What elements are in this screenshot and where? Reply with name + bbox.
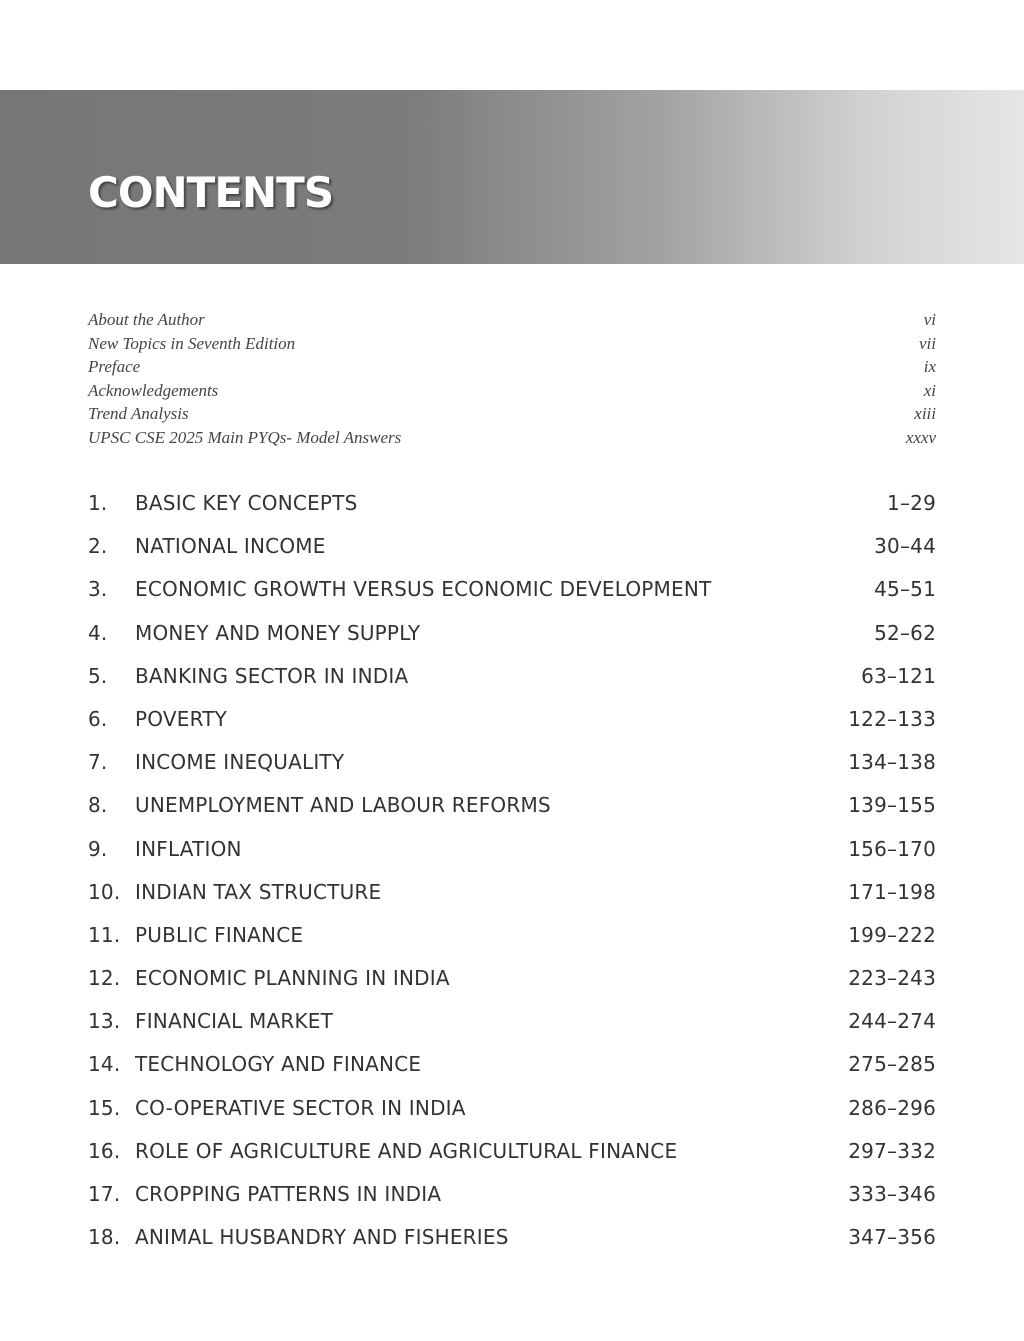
chapter-title: MONEY AND MONEY SUPPLY	[135, 620, 421, 645]
chapter-number: 3.	[88, 577, 108, 602]
chapter-title: ECONOMIC PLANNING IN INDIA	[135, 966, 450, 991]
chapter-pages: 134–138	[848, 750, 936, 775]
chapter-item[interactable]	[88, 1000, 936, 1043]
chapter-item[interactable]	[88, 1173, 936, 1216]
chapter-number: 15.	[88, 1095, 121, 1120]
chapter-number: 5.	[88, 663, 108, 688]
chapter-number: 12.	[88, 966, 121, 991]
front-matter-item[interactable]	[88, 332, 936, 356]
chapter-pages: 30–44	[874, 534, 936, 559]
chapter-title: UNEMPLOYMENT AND LABOUR REFORMS	[135, 793, 551, 818]
chapter-pages: 297–332	[848, 1138, 936, 1163]
front-matter-page: ix	[923, 357, 936, 377]
chapter-item[interactable]	[88, 741, 936, 784]
chapter-title: CO-OPERATIVE SECTOR IN INDIA	[135, 1095, 466, 1120]
front-matter-item[interactable]	[88, 402, 936, 426]
chapter-number: 11.	[88, 922, 121, 947]
chapter-item[interactable]	[88, 871, 936, 914]
front-matter-page: xi	[923, 380, 936, 400]
chapter-number: 4.	[88, 620, 108, 645]
chapter-title: INFLATION	[135, 836, 242, 861]
chapter-item[interactable]	[88, 957, 936, 1000]
chapter-title: TECHNOLOGY AND FINANCE	[135, 1052, 422, 1077]
chapter-number: 6.	[88, 706, 108, 731]
chapter-item[interactable]	[88, 698, 936, 741]
chapter-pages: 156–170	[848, 836, 936, 861]
chapter-pages: 286–296	[848, 1095, 936, 1120]
chapter-number: 9.	[88, 836, 108, 861]
chapter-number: 7.	[88, 750, 108, 775]
chapter-item[interactable]	[88, 784, 936, 827]
front-matter-list	[88, 308, 936, 450]
front-matter-title: About the Author	[88, 310, 205, 329]
chapter-title: ECONOMIC GROWTH VERSUS ECONOMIC DEVELOPMENT	[135, 577, 712, 602]
chapter-number: 1.	[88, 491, 108, 515]
chapter-number: 14.	[88, 1052, 121, 1077]
chapter-item[interactable]	[88, 1216, 936, 1259]
front-matter-item[interactable]	[88, 426, 936, 450]
chapter-item[interactable]	[88, 612, 936, 655]
front-matter-title: Preface	[88, 357, 141, 377]
chapter-number: 18.	[88, 1225, 121, 1250]
page-title: CONTENTS	[88, 168, 334, 217]
front-matter-title: Trend Analysis	[88, 404, 189, 424]
chapter-number: 16.	[88, 1138, 121, 1163]
chapter-list	[88, 482, 936, 1259]
front-matter-page: vi	[923, 310, 936, 329]
chapter-number: 10.	[88, 879, 121, 904]
chapter-item[interactable]	[88, 1130, 936, 1173]
chapter-title: ROLE OF AGRICULTURE AND AGRICULTURAL FINANCE	[135, 1138, 678, 1163]
chapter-pages: 275–285	[848, 1052, 936, 1077]
chapter-number: 13.	[88, 1009, 121, 1034]
chapter-pages: 199–222	[848, 922, 936, 947]
chapter-item[interactable]	[88, 914, 936, 957]
chapter-pages: 52–62	[874, 620, 936, 645]
chapter-title: BANKING SECTOR IN INDIA	[135, 663, 409, 688]
chapter-title: BASIC KEY CONCEPTS	[135, 491, 358, 515]
chapter-item[interactable]	[88, 568, 936, 611]
front-matter-title: UPSC CSE 2025 Main PYQs- Model Answers	[88, 427, 402, 447]
chapter-pages: 333–346	[848, 1182, 936, 1206]
chapter-pages: 347–356	[848, 1225, 936, 1250]
chapter-pages: 45–51	[874, 577, 936, 602]
chapter-title: ANIMAL HUSBANDRY AND FISHERIES	[135, 1225, 509, 1250]
front-matter-item[interactable]	[88, 379, 936, 403]
chapter-pages: 171–198	[848, 879, 936, 904]
chapter-number: 17.	[88, 1182, 121, 1206]
chapter-pages: 1–29	[887, 491, 936, 515]
front-matter-page: xiii	[914, 404, 936, 424]
chapter-item[interactable]	[88, 525, 936, 568]
front-matter-title: New Topics in Seventh Edition	[88, 333, 296, 353]
front-matter-title: Acknowledgements	[88, 380, 219, 400]
chapter-item[interactable]	[88, 655, 936, 698]
chapter-number: 2.	[88, 534, 108, 559]
chapter-title: PUBLIC FINANCE	[135, 922, 304, 947]
front-matter-page: xxxv	[905, 427, 936, 447]
chapter-item[interactable]	[88, 1043, 936, 1086]
front-matter-page: vii	[919, 333, 936, 353]
chapter-pages: 244–274	[848, 1009, 936, 1034]
chapter-item[interactable]	[88, 1087, 936, 1130]
chapter-pages: 139–155	[848, 793, 936, 818]
chapter-item[interactable]	[88, 482, 936, 525]
chapter-title: FINANCIAL MARKET	[135, 1009, 334, 1034]
chapter-pages: 223–243	[848, 966, 936, 991]
front-matter-item[interactable]	[88, 355, 936, 379]
chapter-number: 8.	[88, 793, 108, 818]
front-matter-item[interactable]	[88, 308, 936, 332]
chapter-title: CROPPING PATTERNS IN INDIA	[135, 1182, 442, 1206]
chapter-title: INDIAN TAX STRUCTURE	[135, 879, 382, 904]
chapter-title: NATIONAL INCOME	[135, 534, 326, 559]
chapter-item[interactable]	[88, 828, 936, 871]
chapter-title: INCOME INEQUALITY	[135, 750, 345, 775]
chapter-title: POVERTY	[135, 706, 228, 731]
chapter-pages: 122–133	[848, 706, 936, 731]
chapter-pages: 63–121	[861, 663, 936, 688]
